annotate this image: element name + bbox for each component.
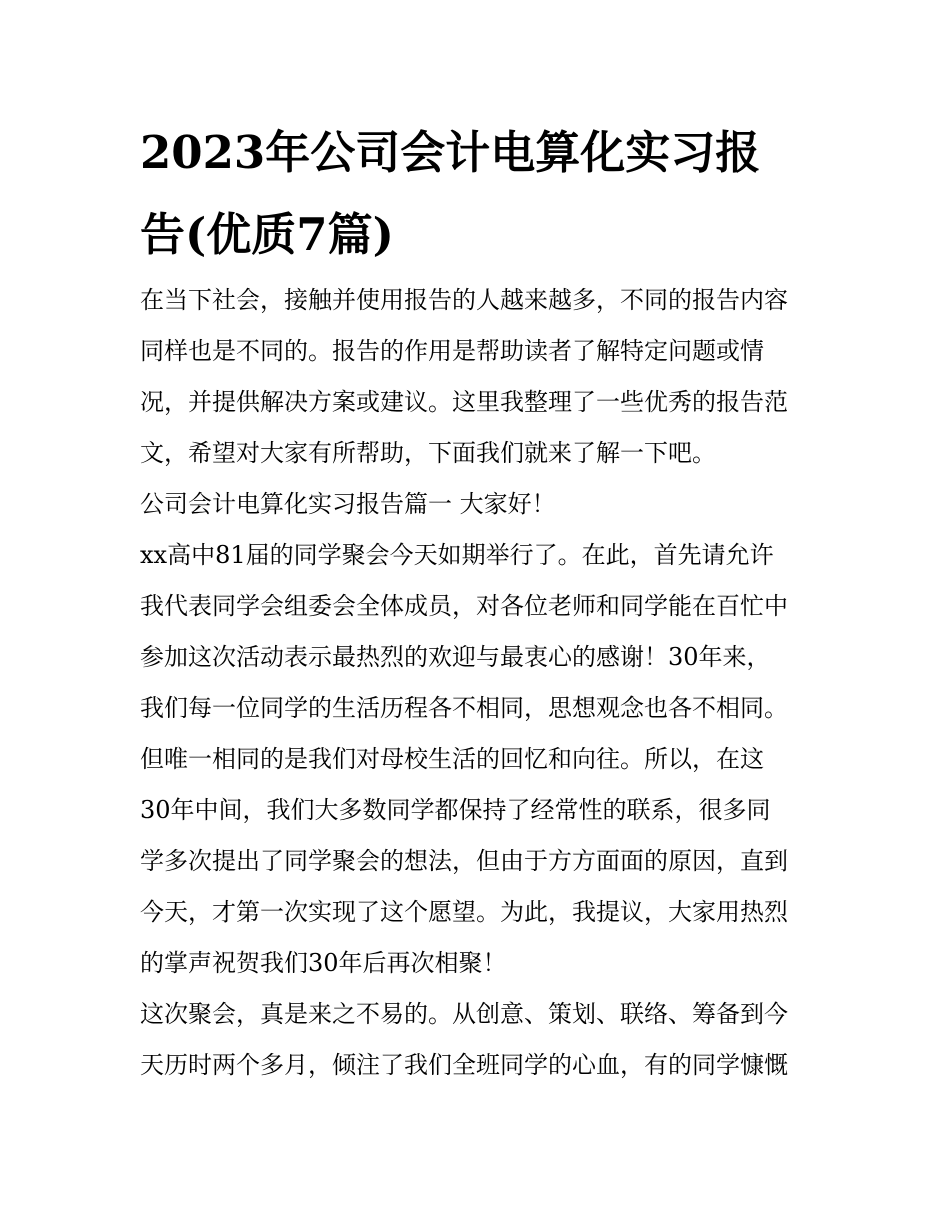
body-line: 我代表同学会组委会全体成员，对各位老师和同学能在百忙中 bbox=[140, 592, 788, 620]
document-title bbox=[140, 112, 820, 276]
body-line: 但唯一相同的是我们对母校生活的回忆和向往。所以，在这 bbox=[140, 745, 764, 773]
title-line: 2023年公司会计电算化实习报 bbox=[140, 126, 761, 179]
body-line: 同样也是不同的。报告的作用是帮助读者了解特定问题或情 bbox=[140, 337, 764, 365]
body-line: 况，并提供解决方案或建议。这里我整理了一些优秀的报告范 bbox=[140, 388, 788, 416]
section-heading-line: 公司会计电算化实习报告篇一 大家好！ bbox=[140, 490, 556, 518]
title-line: 告(优质7篇) bbox=[140, 208, 394, 261]
document-body bbox=[140, 275, 825, 1091]
body-line: 学多次提出了同学聚会的想法，但由于方方面面的原因，直到 bbox=[140, 847, 788, 875]
body-line: 今天，才第一次实现了这个愿望。为此，我提议，大家用热烈 bbox=[140, 898, 788, 926]
body-line: 在当下社会，接触并使用报告的人越来越多，不同的报告内容 bbox=[140, 286, 788, 314]
body-line: xx高中81届的同学聚会今天如期举行了。在此，首先请允许 bbox=[140, 541, 774, 569]
body-line: 参加这次活动表示最热烈的欢迎与最衷心的感谢！30年来， bbox=[140, 643, 771, 671]
body-line: 天历时两个多月，倾注了我们全班同学的心血，有的同学慷慨 bbox=[140, 1051, 788, 1079]
body-line: 30年中间，我们大多数同学都保持了经常性的联系，很多同 bbox=[140, 796, 771, 824]
body-line: 我们每一位同学的生活历程各不相同，思想观念也各不相同。 bbox=[140, 694, 788, 722]
body-line: 的掌声祝贺我们30年后再次相聚！ bbox=[140, 949, 507, 977]
body-line: 这次聚会，真是来之不易的。从创意、策划、联络、筹备到今 bbox=[140, 1000, 788, 1028]
body-line: 文，希望对大家有所帮助，下面我们就来了解一下吧。 bbox=[140, 439, 716, 467]
